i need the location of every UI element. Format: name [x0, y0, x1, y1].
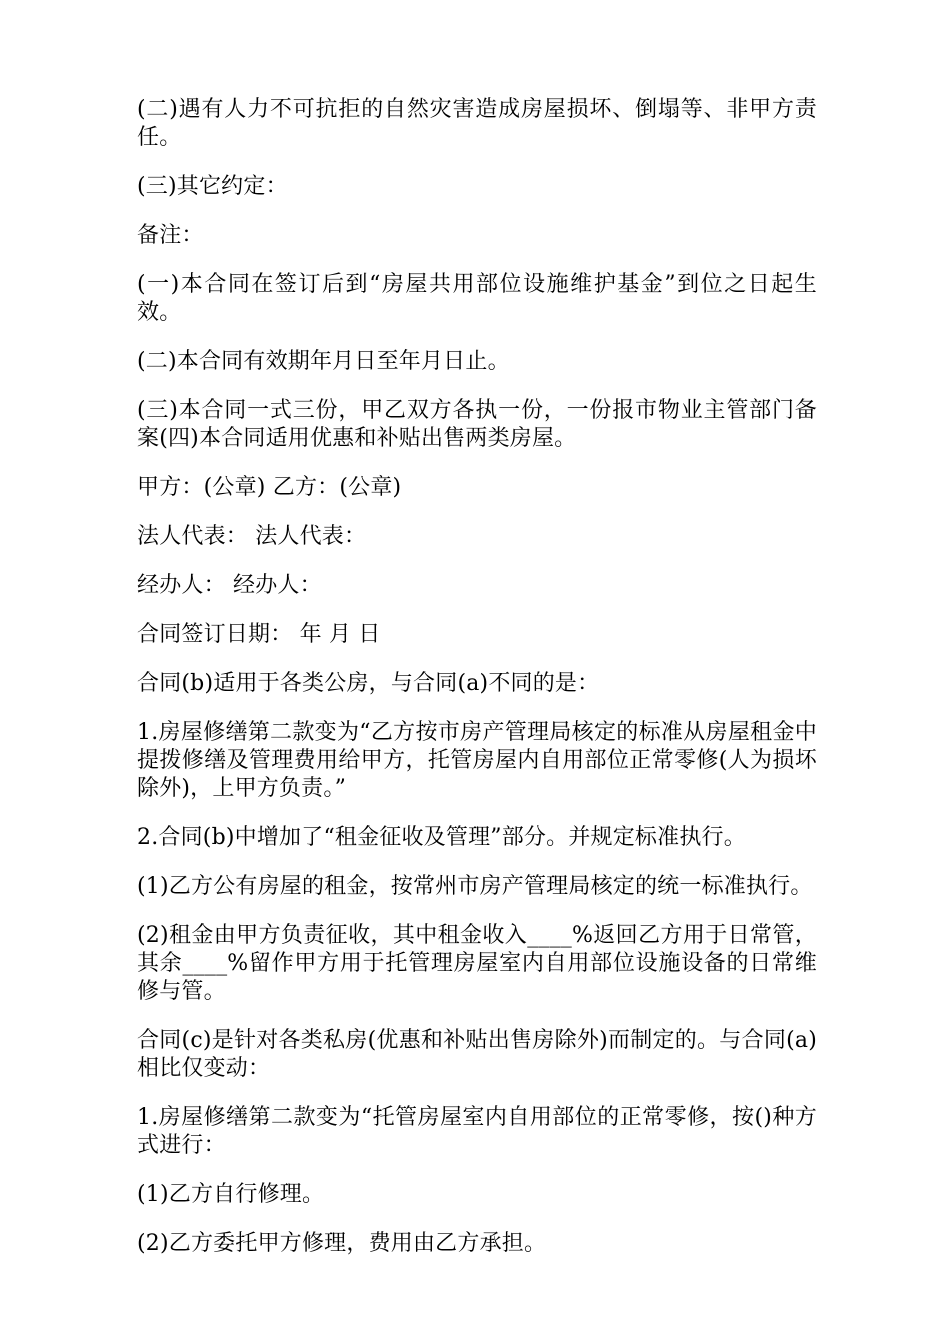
- paragraph: (1)乙方公有房屋的租金，按常州市房产管理局核定的统一标准执行。: [137, 874, 813, 899]
- document-body: [137, 96, 817, 1279]
- paragraph: (三)本合同一式三份，甲乙双方各执一份，一份报市物业主管部门备案(四)本合同适用优惠和补贴出售两类房屋。: [137, 398, 817, 451]
- paragraph: (二)本合同有效期年月日至年月日止。: [137, 349, 510, 374]
- paragraph: 1.房屋修缮第二款变为“托管房屋室内自用部位的正常零修，按()种方式进行：: [137, 1105, 817, 1158]
- paragraph: (一)本合同在签订后到“房屋共用部位设施维护基金”到位之日起生效。: [137, 272, 817, 325]
- signature-line-seals: 甲方：(公章) 乙方：(公章): [137, 475, 402, 500]
- paragraph: (三)其它约定：: [137, 174, 288, 199]
- signature-line-legal-representatives: 法人代表： 法人代表：: [137, 524, 367, 549]
- signature-line-handlers: 经办人： 经办人：: [137, 573, 322, 598]
- paragraph: 1.房屋修缮第二款变为“乙方按市房产管理局核定的标准从房屋租金中提拨修缮及管理费用给甲方，托管房屋内自用部位正常零修(人为损坏除外)，上甲方负责。”: [137, 720, 817, 801]
- signing-date-line: 合同签订日期： 年 月 日: [137, 622, 381, 647]
- paragraph: (1)乙方自行修理。: [137, 1182, 325, 1207]
- paragraph: 合同(c)是针对各类私房(优惠和补贴出售房除外)而制定的。与合同(a)相比仅变动：: [137, 1028, 817, 1081]
- paragraph: (2)乙方委托甲方修理，费用由乙方承担。: [137, 1231, 547, 1256]
- paragraph: 合同(b)适用于各类公房，与合同(a)不同的是：: [137, 671, 600, 696]
- paragraph: 备注：: [137, 223, 204, 248]
- paragraph: (二)遇有人力不可抗拒的自然灾害造成房屋损坏、倒塌等、非甲方责任。: [137, 97, 817, 150]
- paragraph: 2.合同(b)中增加了“租金征收及管理”部分。并规定标准执行。: [137, 825, 746, 850]
- paragraph: (2)租金由甲方负责征收，其中租金收入____%返回乙方用于日常管，其余____%留作甲方用于托管理房屋室内自用部位设施设备的日常维修与管。: [137, 923, 817, 1004]
